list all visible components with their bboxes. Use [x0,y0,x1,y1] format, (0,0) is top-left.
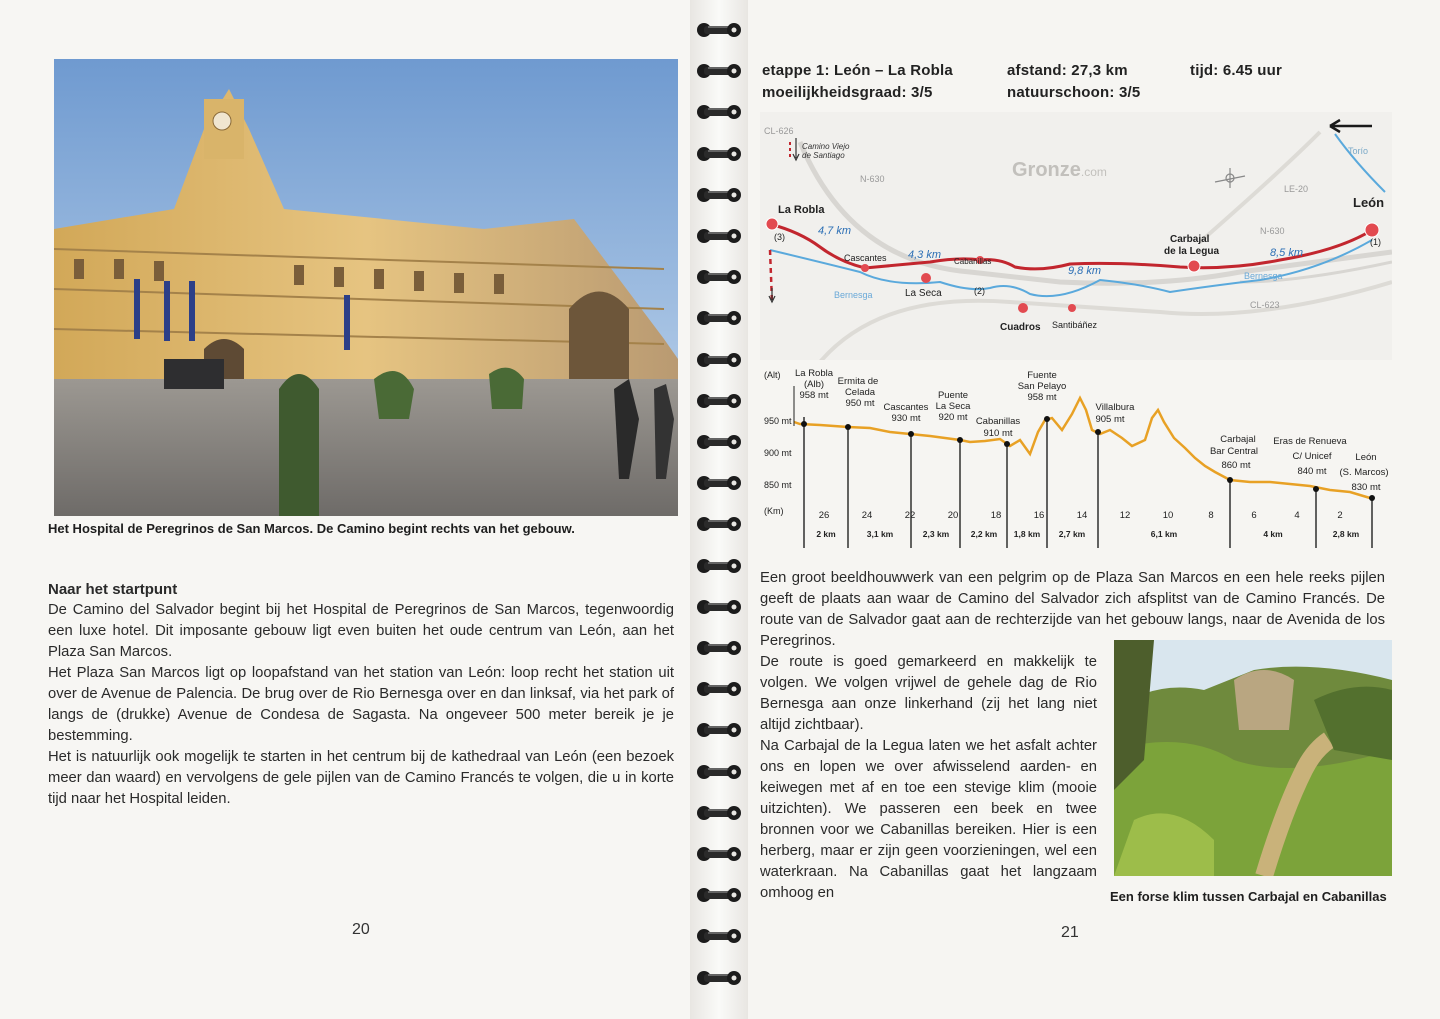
segment-label: 2,2 km [970,529,998,539]
right-body [760,652,1097,904]
binding-coil [696,640,742,656]
x-tick: 20 [947,510,959,521]
binding-coil [696,393,742,409]
svg-text:Eras de RenuevaC/ Unicef840 mt: Eras de Renueva C/ Unicef 840 mt [1273,436,1347,477]
left-photo-caption: Het Hospital de Peregrinos de San Marcos. De Camino begint rechts van het gebouw. [48,521,575,536]
svg-text:Ermita deCelada950 mt: Ermita de Celada 950 mt [837,376,879,409]
spiral-binding [690,0,748,1019]
distance-label: 4,7 km [818,225,852,237]
san-marcos-photo [54,59,678,516]
alt-axis-label: (Alt) [764,370,781,380]
right-paragraph: Na Carbajal de la Legua laten we het asfalt achter ons en lopen we over afwisselend aarden- en keiwegen met af en toe een stevige klim (mooie uitzichten). We passeren een beek en twee bronnen voor we Cabanillas bereiken. Hier is een herberg, maar er zijn geen voorzieningen, wel een waterkraan. Na Cabanillas gaat het langzaam omhoog en [760,738,1097,901]
road-label: CL-623 [1250,300,1280,310]
segment-label: 2,8 km [1332,529,1360,539]
km-axis-label: (Km) [764,506,784,516]
segment-label: 1,8 km [1013,529,1041,539]
left-paragraph: Het Plaza San Marcos ligt op loopafstand van het station van León: loop recht het station uit over de Avenue de Palencia. De brug over de Rio Bernesga over en dan linksaf, via het park of langs de (drukke) Avenue de Condesa de Sagasta. Na ongeveer 500 meter bereik je je bestemming. [48,665,674,744]
svg-text:PuenteLa Seca920 mt: Puente La Seca 920 mt [935,390,971,423]
binding-coil [696,352,742,368]
place-cabanillas: Cabanillas [954,257,992,266]
map-brand: Gronze [1012,159,1081,181]
x-tick: 12 [1119,510,1131,521]
binding-coil [696,764,742,780]
left-paragraph: Het is natuurlijk ook mogelijk te starten in het centrum bij de kathedraal van León (een bezoek meer dan waard) en vervolgens de gele pijlen van de Camino Francés te volgen, die u in korte tijd naar het Hospital leiden. [48,749,674,807]
svg-text:Cabanillas910 mt: Cabanillas 910 mt [975,416,1021,439]
road-label: N-630 [860,174,885,184]
svg-text:León(S. Marcos)830 mt: León (S. Marcos) 830 mt [1339,452,1389,493]
x-tick: 2 [1337,510,1343,521]
left-page [0,0,690,1019]
distance: afstand: 27,3 km [1007,62,1128,79]
binding-coil [696,516,742,532]
place-leon: León [1353,195,1385,210]
x-tick: 18 [990,510,1002,521]
svg-text:FuenteSan Pelayo958 mt: Fuente San Pelayo 958 mt [1017,370,1067,403]
duration: tijd: 6.45 uur [1190,62,1282,79]
place-cuadros: Cuadros [1000,322,1041,333]
binding-coil [696,970,742,986]
binding-coil [696,928,742,944]
segment-label: 2,7 km [1058,529,1086,539]
binding-coil [696,681,742,697]
difficulty: moeilijkheidsgraad: 3/5 [762,84,933,101]
segment-label: 2 km [816,529,836,539]
left-body [48,579,674,810]
marker-label: (1) [1370,237,1381,247]
place-la-seca: La Seca [905,288,942,299]
binding-coil [696,558,742,574]
binding-coil [696,846,742,862]
svg-text:Villalbura905 mt: Villalbura 905 mt [1095,402,1135,425]
x-tick: 4 [1294,510,1300,521]
y-tick: 850 mt [764,480,792,490]
binding-coil [696,22,742,38]
page-number-left: 20 [352,921,370,938]
road-label: N-630 [1260,226,1285,236]
place-cascantes: Cascantes [844,253,887,263]
binding-coil [696,187,742,203]
y-tick: 900 mt [764,448,792,458]
distance-label: 9,8 km [1068,265,1102,277]
river-label: Bernesga [834,290,873,300]
y-tick: 950 mt [764,416,792,426]
road-label: CL-626 [764,126,794,136]
svg-text:Camino Viejo: Camino Viejo [802,142,850,151]
distance-label: 4,3 km [908,249,942,261]
binding-coil [696,269,742,285]
stage-title: etappe 1: León – La Robla [762,62,953,79]
segment-label: 4 km [1263,529,1283,539]
x-tick: 10 [1162,510,1174,521]
marker-label: (3) [774,232,785,242]
x-tick: 14 [1076,510,1088,521]
x-tick: 16 [1033,510,1045,521]
binding-coil [696,599,742,615]
segment-label: 3,1 km [866,529,894,539]
place-santibanez: Santibáñez [1052,320,1098,330]
right-intro-paragraph: Een groot beeldhouwwerk van een pelgrim op de Plaza San Marcos en een hele reeks pijlen geeft de plaats aan waar de Camino del Salvador zich afsplitst van de Camino Francés. De route van de Salvador gaat aan de rechterzijde van het gebouw langs, naar de Avenida de los Peregrinos. [760,570,1385,649]
segment-label: 2,3 km [922,529,950,539]
marker-label: (2) [974,286,985,296]
svg-text:de Santiago: de Santiago [802,151,845,160]
binding-coil [696,228,742,244]
svg-text:CarbajalBar Central860 mt: Carbajal Bar Central 860 mt [1209,434,1259,471]
distance-label: 8,5 km [1270,247,1304,259]
place-carbajal: Carbajal [1170,234,1210,245]
binding-coil [696,475,742,491]
x-tick: 24 [861,510,873,521]
road-label: LE-20 [1284,184,1309,194]
segment-label: 6,1 km [1150,529,1178,539]
place-carbajal: de la Legua [1164,246,1220,257]
river-label: Torío [1348,146,1369,156]
binding-coil [696,63,742,79]
x-tick: 26 [818,510,830,521]
route-map [760,112,1392,360]
svg-text:Gronze.com: Gronze.com [1012,159,1107,181]
binding-coil [696,434,742,450]
binding-coil [696,310,742,326]
scenery: natuurschoon: 3/5 [1007,84,1141,101]
svg-text:Cascantes930 mt: Cascantes 930 mt [883,402,929,424]
elevation-profile [760,362,1392,548]
binding-coil [696,104,742,120]
x-tick: 22 [904,510,916,521]
page-number-right: 21 [1061,924,1079,941]
trail-photo [1114,640,1392,876]
left-paragraph: De Camino del Salvador begint bij het Hospital de Peregrinos de San Marcos, tegenwoordig een luxe hotel. Dit imposante gebouw ligt even buiten het oude centrum van León, aan het Plaza San Marcos. [48,602,674,660]
x-tick: 8 [1208,510,1214,521]
binding-coil [696,146,742,162]
right-photo-caption: Een forse klim tussen Carbajal en Cabanillas [1110,889,1387,904]
place-la-robla: La Robla [778,204,825,216]
binding-coil [696,887,742,903]
section-heading: Naar het startpunt [48,581,178,598]
x-tick: 6 [1251,510,1257,521]
river-label: Bernesga [1244,271,1283,281]
right-paragraph: De route is goed gemarkeerd en makkelijk te volgen. We volgen vrijwel de gehele dag de Rio Bernesga aan onze linkerhand (zij het lang niet altijd zichtbaar). [760,654,1097,733]
svg-text:La Robla(Alb)958 mt: La Robla (Alb) 958 mt [794,368,834,401]
binding-coil [696,722,742,738]
binding-coil [696,805,742,821]
